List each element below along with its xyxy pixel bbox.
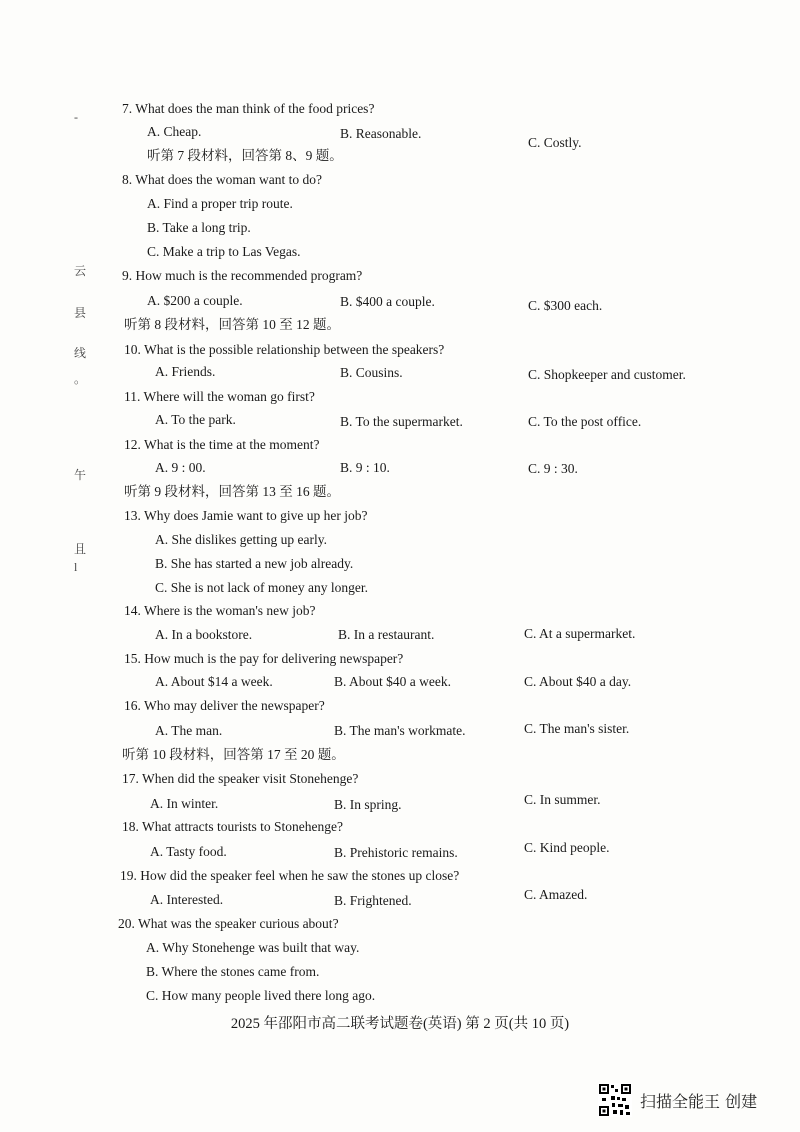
answer-option: B. The man's workmate.	[334, 723, 466, 738]
answer-option: A. She dislikes getting up early.	[155, 532, 327, 547]
answer-option: B. She has started a new job already.	[155, 556, 354, 571]
question-stem: 11. Where will the woman go first?	[124, 389, 315, 404]
answer-option: B. $400 a couple.	[340, 294, 435, 309]
answer-option: B. Where the stones came from.	[146, 964, 320, 979]
answer-option: C. Kind people.	[524, 840, 610, 855]
section-instruction: 听第 9 段材料，回答第 13 至 16 题。	[124, 484, 340, 499]
answer-option: B. In a restaurant.	[338, 627, 435, 642]
question-stem: 20. What was the speaker curious about?	[118, 916, 339, 931]
answer-option: A. In a bookstore.	[155, 627, 253, 642]
answer-option: A. Find a proper trip route.	[147, 196, 293, 211]
answer-option: A. The man.	[155, 723, 223, 738]
answer-option: B. Prehistoric remains.	[334, 845, 458, 860]
page-footer: 2025 年邵阳市高二联考试题卷(英语) 第 2 页(共 10 页)	[230, 1016, 570, 1032]
question-stem: 19. How did the speaker feel when he saw the stones up close?	[120, 868, 460, 883]
question-stem: 7. What does the man think of the food prices?	[122, 101, 375, 116]
answer-option: C. Amazed.	[524, 887, 588, 902]
answer-option: A. 9 : 00.	[155, 460, 206, 475]
question-stem: 9. How much is the recommended program?	[122, 268, 363, 283]
answer-option: C. 9 : 30.	[528, 461, 578, 476]
answer-option: C. Costly.	[528, 135, 582, 150]
answer-option: A. $200 a couple.	[147, 293, 243, 308]
margin-mark: ‐	[74, 110, 78, 124]
margin-mark: 县	[74, 306, 87, 320]
margin-mark: 且	[74, 542, 87, 556]
question-stem: 8. What does the woman want to do?	[122, 172, 322, 187]
margin-mark: 线	[74, 346, 87, 360]
answer-option: C. How many people lived there long ago.	[146, 988, 376, 1003]
answer-option: B. In spring.	[334, 797, 402, 812]
margin-mark: 。	[74, 372, 87, 386]
answer-option: C. $300 each.	[528, 298, 603, 313]
question-stem: 18. What attracts tourists to Stonehenge?	[122, 819, 343, 834]
answer-option: A. Interested.	[150, 892, 224, 907]
question-stem: 10. What is the possible relationship between the speakers?	[124, 342, 445, 357]
watermark-text: 扫描全能王 创建	[640, 1091, 758, 1111]
question-stem: 14. Where is the woman's new job?	[124, 603, 316, 618]
section-instruction: 听第 10 段材料，回答第 17 至 20 题。	[122, 747, 345, 762]
answer-option: B. Reasonable.	[340, 126, 422, 141]
scanner-watermark	[598, 1082, 757, 1118]
answer-option: C. Shopkeeper and customer.	[528, 367, 686, 382]
answer-option: A. Tasty food.	[150, 844, 227, 859]
question-stem: 15. How much is the pay for delivering newspaper?	[124, 651, 404, 666]
qr-code-icon	[598, 1083, 632, 1117]
question-stem: 17. When did the speaker visit Stonehenge?	[122, 771, 359, 786]
answer-option: C. Make a trip to Las Vegas.	[147, 244, 301, 259]
answer-option: B. 9 : 10.	[340, 460, 390, 475]
answer-option: A. In winter.	[150, 796, 219, 811]
answer-option: B. Take a long trip.	[147, 220, 251, 235]
answer-option: B. About $40 a week.	[334, 674, 451, 689]
answer-option: C. In summer.	[524, 792, 601, 807]
answer-option: B. Frightened.	[334, 893, 412, 908]
question-stem: 16. Who may deliver the newspaper?	[124, 698, 325, 713]
question-stem: 13. Why does Jamie want to give up her job?	[124, 508, 368, 523]
answer-option: A. Why Stonehenge was built that way.	[146, 940, 360, 955]
answer-option: B. Cousins.	[340, 365, 403, 380]
answer-option: A. Friends.	[155, 364, 216, 379]
question-stem: 12. What is the time at the moment?	[124, 437, 320, 452]
answer-option: A. To the park.	[155, 412, 236, 427]
answer-option: C. To the post office.	[528, 414, 642, 429]
answer-option: C. She is not lack of money any longer.	[155, 580, 368, 595]
answer-option: C. About $40 a day.	[524, 674, 632, 689]
section-instruction: 听第 7 段材料，回答第 8、9 题。	[147, 148, 343, 163]
margin-mark: l	[74, 560, 78, 574]
answer-option: A. Cheap.	[147, 124, 202, 139]
answer-option: C. At a supermarket.	[524, 626, 636, 641]
answer-option: A. About $14 a week.	[155, 674, 273, 689]
answer-option: C. The man's sister.	[524, 721, 630, 736]
section-instruction: 听第 8 段材料，回答第 10 至 12 题。	[124, 317, 340, 332]
margin-mark: 午	[74, 468, 87, 482]
answer-option: B. To the supermarket.	[340, 414, 463, 429]
margin-mark: 云	[74, 264, 87, 278]
